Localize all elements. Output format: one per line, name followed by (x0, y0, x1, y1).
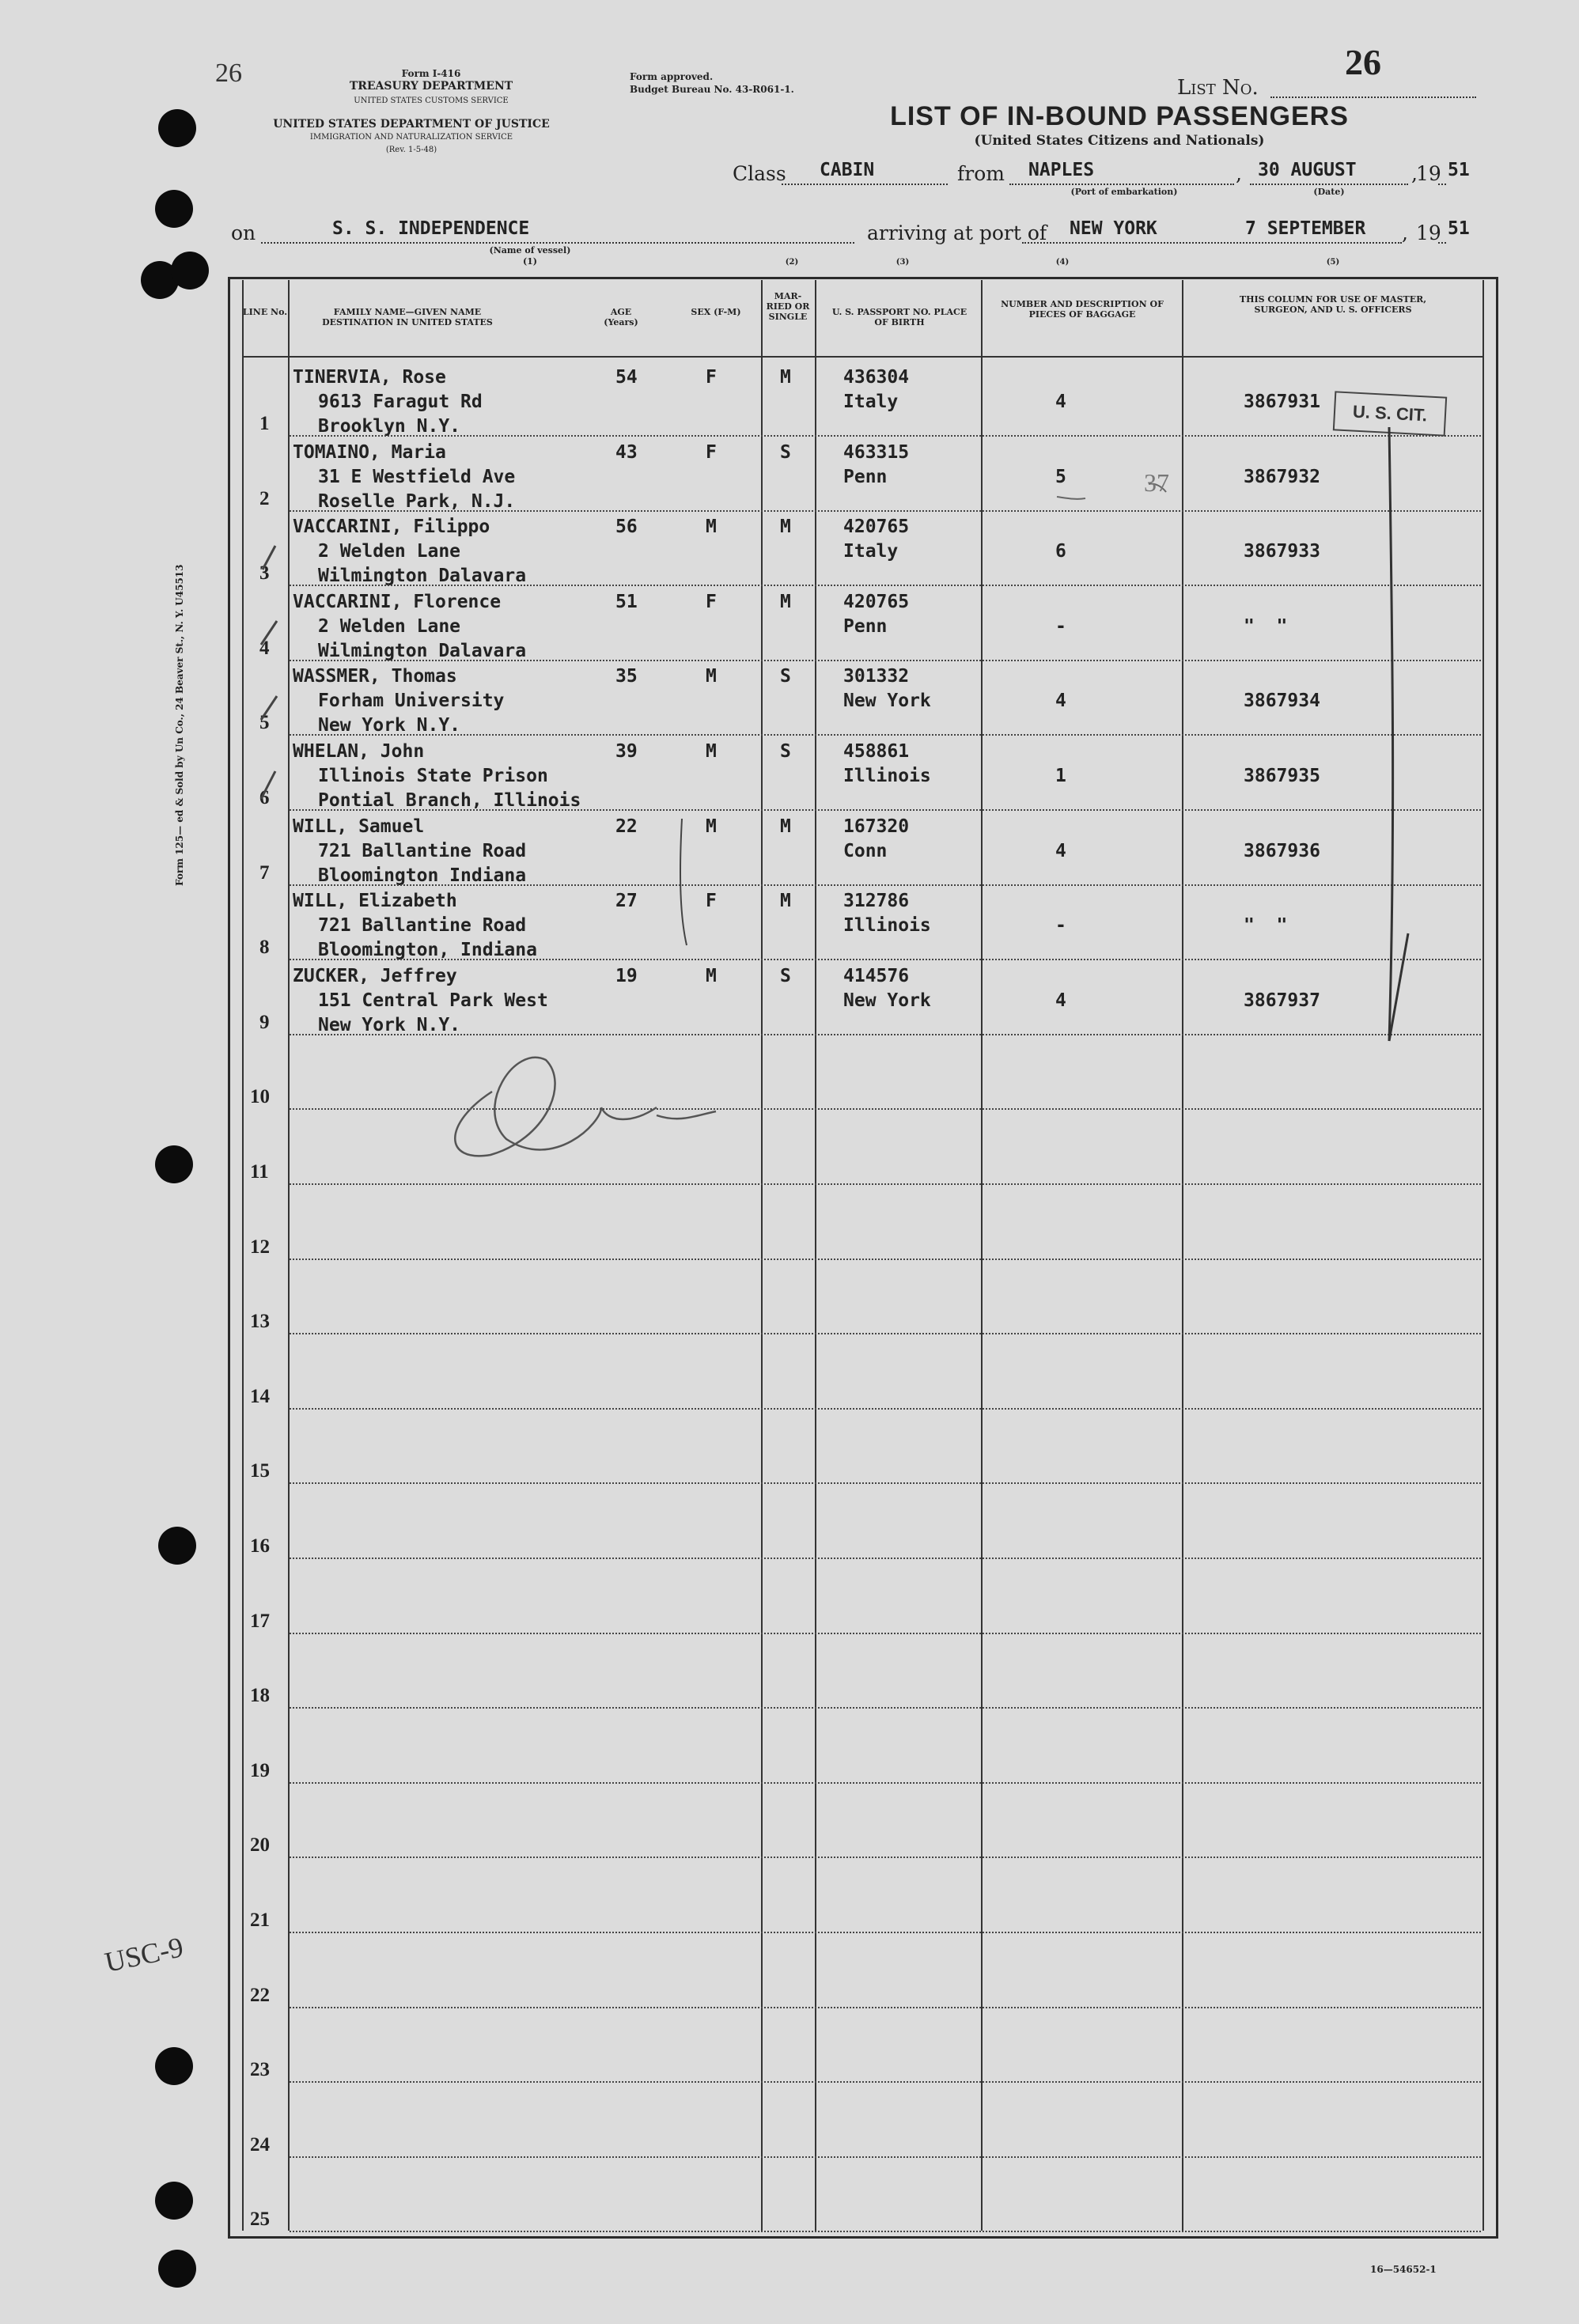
arriving-label: arriving at port of (867, 221, 1047, 244)
place-of-birth: New York (843, 691, 931, 712)
passport-number: 436304 (843, 367, 910, 388)
passenger-name: VACCARINI, Filippo (293, 517, 490, 538)
arrival-year: 51 (1448, 218, 1470, 239)
address-line-2: Roselle Park, N.J. (318, 490, 516, 512)
line-number: 16 (250, 1535, 270, 1557)
class-label: Class (733, 162, 786, 185)
address-line-2: Brooklyn N.Y. (318, 416, 461, 437)
line-number: 2 (259, 487, 270, 509)
passport-number: 312786 (843, 891, 910, 912)
passport-number: 458861 (843, 741, 910, 762)
form-approved: Form approved. (630, 71, 714, 82)
line-number: 25 (250, 2209, 270, 2231)
list-number: 26 (1345, 42, 1381, 82)
customs-service: UNITED STATES CUSTOMS SERVICE (354, 97, 509, 105)
header-married: MAR-RIED OR SINGLE (766, 291, 810, 322)
address-line-1: 151 Central Park West (318, 990, 548, 1011)
line-number: 21 (250, 1910, 270, 1931)
vessel-caption: (Name of vessel) (489, 245, 571, 255)
header-name: FAMILY NAME—GIVEN NAME DESTINATION IN UNITED STATES (322, 307, 493, 327)
line-number: 23 (250, 2059, 270, 2081)
embarkation-port: NAPLES (1028, 160, 1095, 180)
col-number-3: (3) (896, 258, 910, 267)
passenger-name: TOMAINO, Maria (293, 441, 446, 463)
age: 27 (615, 891, 638, 912)
justice-dept: UNITED STATES DEPARTMENT OF JUSTICE (273, 118, 550, 131)
treasury-dept: TREASURY DEPARTMENT (349, 80, 513, 93)
line-number: 15 (250, 1460, 270, 1482)
arrival-year-prefix: 19 (1416, 221, 1441, 244)
sex: F (706, 891, 717, 912)
passport-number: 301332 (843, 666, 910, 687)
date-caption: (Date) (1313, 187, 1345, 197)
address-line-2: Bloomington Indiana (318, 865, 527, 886)
sex: M (706, 517, 717, 538)
officer-reference: 3867931 (1244, 392, 1320, 412)
marital-status: M (780, 591, 791, 612)
header-line-no: LINE No. (242, 307, 288, 317)
line-number: 20 (250, 1834, 270, 1857)
marital-status: S (780, 741, 791, 762)
header-passport: U. S. PASSPORT NO. PLACE OF BIRTH (831, 307, 967, 327)
address-line-2: Wilmington Dalavara (318, 566, 527, 587)
from-label: from (957, 162, 1005, 185)
line-number: 10 (250, 1086, 270, 1108)
line-number: 12 (250, 1236, 270, 1258)
page-subtitle: (United States Citizens and Nationals) (974, 133, 1265, 149)
line-number: 22 (250, 1984, 270, 2006)
place-of-birth: New York (843, 990, 931, 1011)
address-line-2: New York N.Y. (318, 715, 461, 736)
line-number: 13 (250, 1311, 270, 1333)
sex: M (706, 816, 717, 837)
baggage-count: 4 (1055, 990, 1066, 1011)
passport-number: 420765 (843, 517, 910, 538)
age: 35 (615, 666, 638, 687)
list-no-label: List No. (1177, 76, 1259, 100)
form-print-code: 16—54652-1 (1370, 2264, 1437, 2275)
officer-reference: 3867932 (1244, 466, 1320, 487)
page-title: LIST OF IN-BOUND PASSENGERS (890, 101, 1349, 131)
address-line-1: 9613 Faragut Rd (318, 392, 483, 412)
place-of-birth: Conn (843, 840, 888, 861)
address-line-1: 721 Ballantine Road (318, 840, 527, 861)
address-line-2: Wilmington Dalavara (318, 640, 527, 661)
immigration-service: IMMIGRATION AND NATURALIZATION SERVICE (309, 133, 513, 142)
address-line-1: 721 Ballantine Road (318, 915, 527, 937)
age: 43 (615, 441, 638, 463)
place-of-birth: Penn (843, 615, 888, 637)
passenger-name: WILL, Samuel (293, 816, 425, 837)
line-number: 4 (259, 637, 270, 659)
marital-status: M (780, 891, 791, 912)
passenger-name: TINERVIA, Rose (293, 367, 446, 388)
officer-reference: 3867936 (1244, 840, 1320, 861)
officer-reference: " " (1244, 615, 1288, 637)
line-number: 19 (250, 1759, 270, 1781)
baggage-count: 4 (1055, 392, 1066, 412)
header-age: AGE (Years) (604, 307, 638, 327)
officer-reference: 3867934 (1244, 691, 1320, 712)
place-of-birth: Italy (843, 541, 899, 562)
us-citizen-stamp: U. S. CIT. (1333, 391, 1447, 436)
sex: F (706, 367, 717, 388)
year-prefix: 19 (1416, 162, 1441, 185)
line-number: 18 (250, 1685, 270, 1707)
sex: F (706, 591, 717, 612)
header-sex: SEX (F-M) (691, 307, 741, 317)
line-number: 3 (259, 562, 270, 585)
col-number-2: (2) (785, 258, 799, 267)
address-line-1: Forham University (318, 691, 505, 712)
age: 54 (615, 367, 638, 388)
passenger-name: WILL, Elizabeth (293, 891, 457, 912)
sex: F (706, 441, 717, 463)
line-number: 7 (259, 861, 270, 884)
class-value: CABIN (820, 160, 875, 180)
baggage-count: 4 (1055, 691, 1066, 712)
header-officers: THIS COLUMN FOR USE OF MASTER, SURGEON, AND U. S. OFFICERS (1239, 294, 1427, 315)
embarkation-date: 30 AUGUST (1258, 160, 1357, 180)
line-number: 14 (250, 1385, 270, 1407)
passport-number: 463315 (843, 441, 910, 463)
age: 19 (615, 965, 638, 986)
line-number: 9 (259, 1011, 270, 1033)
line-number: 6 (259, 787, 270, 808)
arrival-date: 7 SEPTEMBER (1245, 218, 1366, 239)
age: 39 (615, 741, 638, 762)
on-label: on (231, 221, 256, 244)
marital-status: M (780, 816, 791, 837)
officer-reference: 3867933 (1244, 541, 1320, 562)
vessel-col-number: (1) (522, 256, 538, 267)
marital-status: S (780, 666, 791, 687)
form-number: Form I-416 (401, 68, 461, 79)
baggage-count: 1 (1055, 766, 1066, 786)
sex: M (706, 666, 717, 687)
sex: M (706, 741, 717, 762)
col-number-5: (5) (1326, 258, 1340, 267)
place-of-birth: Italy (843, 392, 899, 412)
marital-status: M (780, 367, 791, 388)
arrival-port: NEW YORK (1070, 218, 1157, 239)
line-number: 8 (259, 937, 270, 959)
marital-status: S (780, 441, 791, 463)
passenger-name: VACCARINI, Florence (293, 591, 502, 612)
address-line-1: 2 Welden Lane (318, 541, 461, 562)
vessel-name: S. S. INDEPENDENCE (332, 218, 530, 239)
officer-reference: 3867937 (1244, 990, 1320, 1011)
marital-status: M (780, 517, 791, 538)
handwritten-corner-note: 26 (215, 59, 242, 88)
place-of-birth: Illinois (843, 915, 931, 937)
line-number: 24 (250, 2133, 270, 2156)
place-of-birth: Penn (843, 466, 888, 487)
baggage-count: 6 (1055, 541, 1066, 562)
line-number: 17 (250, 1610, 270, 1632)
revision: (Rev. 1-5-48) (385, 146, 437, 154)
address-line-2: Pontial Branch, Illinois (318, 790, 581, 811)
passport-number: 167320 (843, 816, 910, 837)
baggage-count: 4 (1055, 840, 1066, 861)
address-line-1: Illinois State Prison (318, 766, 548, 786)
address-line-2: New York N.Y. (318, 1014, 461, 1035)
baggage-count: - (1055, 615, 1066, 637)
address-line-2: Bloomington, Indiana (318, 940, 537, 961)
document-page: 26 Form I-416 TREASURY DEPARTMENT UNITED STATES CUSTOMS SERVICE UNITED STATES DEPARTMENT OF JUSTICE IMMIGRATION AND NATURALIZATION SERVICE (Rev. 1-5-48) Form approved. Budget Bureau No. 43-R061-1. List No. 26 LIST OF IN-BOUND PASSENGERS (United States Citizens and Nationals) Class CABIN from NAPLES (Port of embarkation) , 30 AUGUST (Date) , 19 51 on S. S. INDEPENDENCE (Name of vessel) (1) arriving at port of NEW YORK 7 SEPTEMBER , 19 51 (2) (3) (4) (5) Form 125— ed & Sold by Un Co., 24 Beaver St., N. Y. U45513 LINE No. FAMILY NAME—GIVEN NAME DESTINATION IN UNITED STATES AGE (Years) SEX (F-M) MAR-RIED OR SINGLE U. S. PASSPORT NO. PLACE OF BIRTH NUMBER AND DESCRIPTION OF PIECES OF BAGGAGE THIS COLUMN FOR USE OF MASTER, SURGEON, AND U. S. OFFICERS 1 TINERVIA, Rose 9613 Faragut Rd Brooklyn N.Y. 54 F M 436304 Italy 4 3867931 2 TOMAINO, Maria 31 E Westfield Ave Roselle Park, N.J. 43 F S 463315 Penn 5 3867932 3 VACCARINI, Filippo 2 Welden Lane Wilmington Dalavara 56 M M 420765 Italy 6 3867933 4 VACCARINI, Florence 2 Welden Lane Wilmington Dalavara 51 F M 420765 Penn - " " 5 WASSMER, Thomas Forham University New York N.Y. 35 M S 301332 New York 4 3867934 6 WHELAN, John Illinois State Prison Pontial Branch, Illinois 39 M S 458861 Illinois 1 3867935 7 WILL, Samuel 721 Ballantine Road Bloomington Indiana 22 M M 167320 Conn 4 3867936 8 WILL, Elizabeth 721 Ballantine Road Bloomington, Indiana 27 F M 312786 Illinois - " " 9 ZUCKER, Jeffrey 151 Central Park West New York N.Y. 19 M S 414576 New York 4 3867937 10 11 12 13 14 15 16 17 18 19 20 21 22 23 24 25 U. S. CIT. 37 USC-9 16—54652-1 (0, 0, 1579, 2324)
passport-number: 414576 (843, 965, 910, 986)
age: 51 (615, 591, 638, 612)
baggage-count: 5 (1055, 466, 1066, 487)
address-line-1: 2 Welden Lane (318, 615, 461, 637)
address-line-1: 31 E Westfield Ave (318, 466, 516, 487)
port-caption: (Port of embarkation) (1070, 187, 1178, 197)
passenger-name: WHELAN, John (293, 741, 425, 762)
place-of-birth: Illinois (843, 766, 931, 786)
embarkation-year: 51 (1448, 160, 1470, 180)
budget-bureau: Budget Bureau No. 43-R061-1. (630, 84, 794, 95)
passenger-name: WASSMER, Thomas (293, 666, 457, 687)
line-number: 5 (259, 712, 270, 734)
officer-reference: 3867935 (1244, 766, 1320, 786)
baggage-count: - (1055, 915, 1066, 937)
line-number: 11 (250, 1161, 269, 1183)
passport-number: 420765 (843, 591, 910, 612)
sex: M (706, 965, 717, 986)
col-number-4: (4) (1055, 258, 1070, 267)
officer-reference: " " (1244, 915, 1288, 937)
age: 22 (615, 816, 638, 837)
line-number: 1 (259, 413, 270, 434)
header-baggage: NUMBER AND DESCRIPTION OF PIECES OF BAGGAGE (1001, 299, 1164, 320)
marital-status: S (780, 965, 791, 986)
margin-note: USC-9 (101, 1931, 187, 1978)
passenger-name: ZUCKER, Jeffrey (293, 965, 457, 986)
age: 56 (615, 517, 638, 538)
printer-side-text: Form 125— ed & Sold by Un Co., 24 Beaver St., N. Y. U45513 (174, 564, 185, 886)
